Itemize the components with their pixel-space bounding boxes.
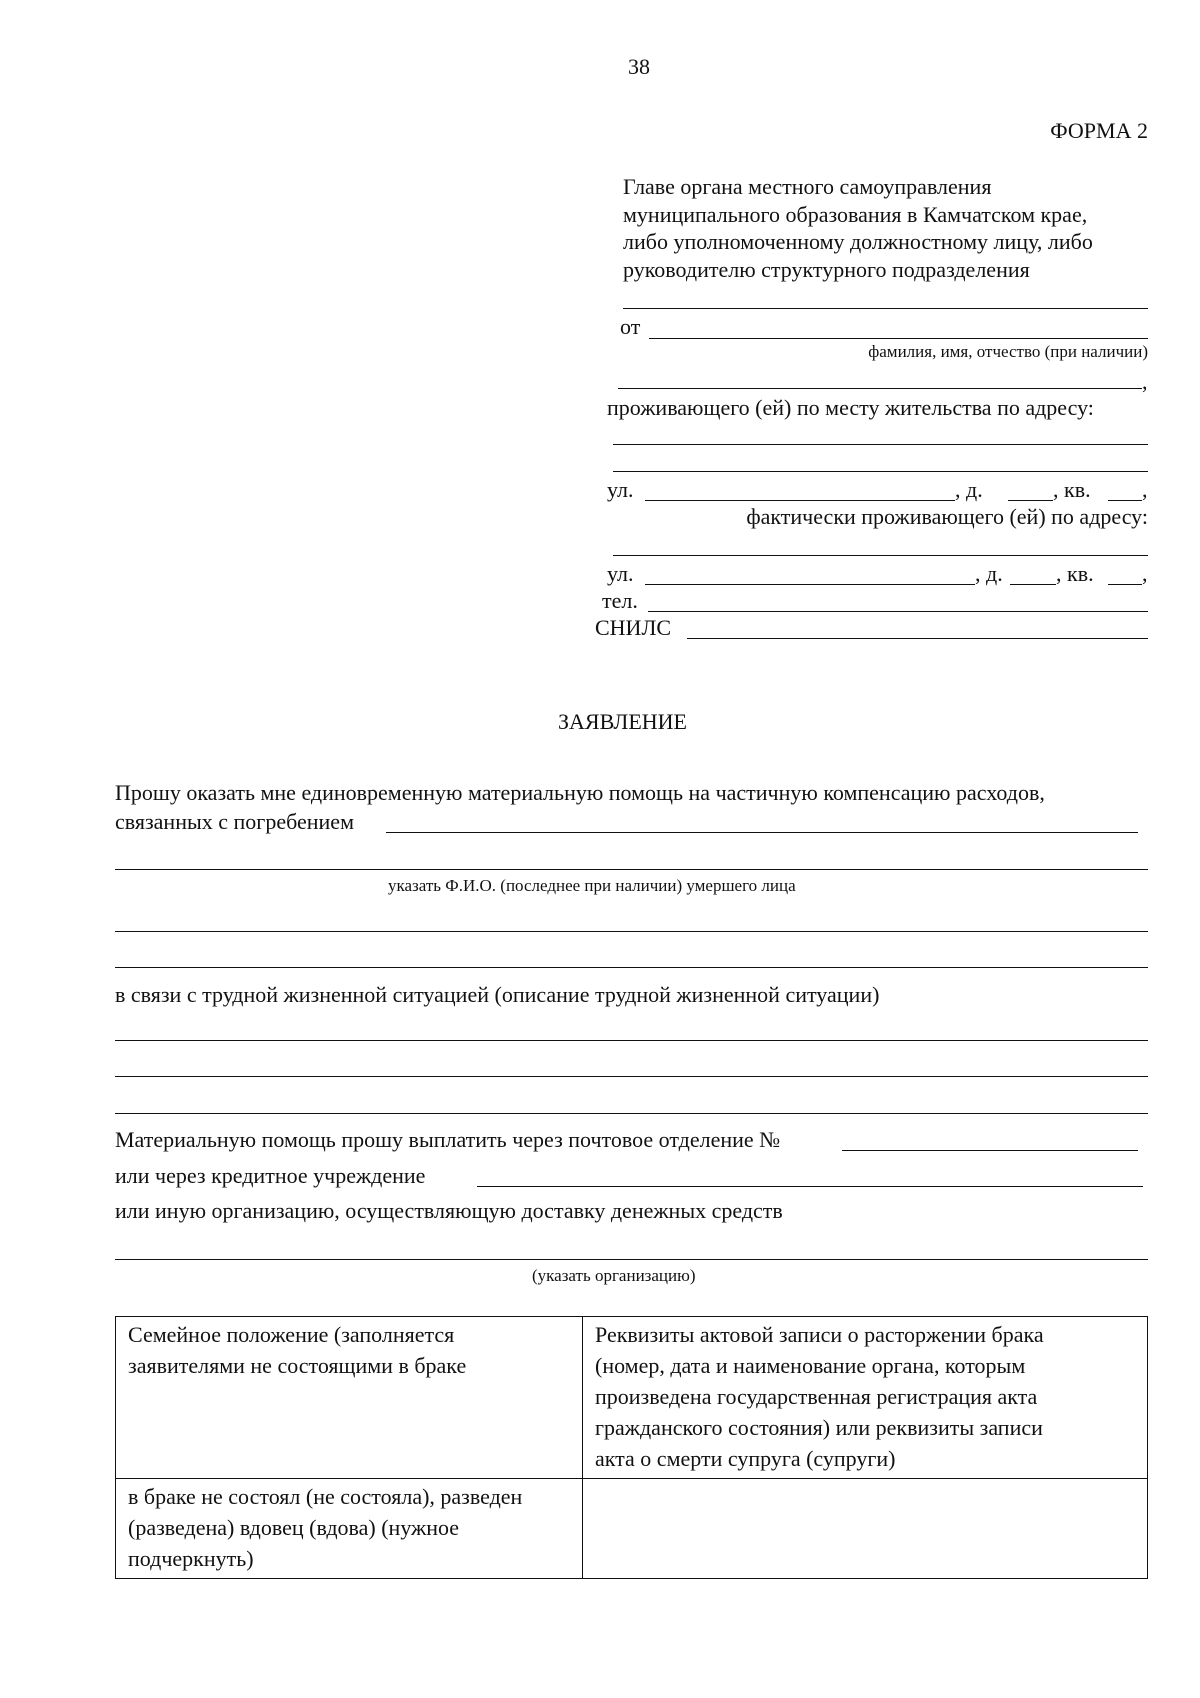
payment-post-label: Материальную помощь прошу выплатить через почтовое отделение № — [115, 1127, 781, 1152]
organization-field[interactable] — [115, 1259, 1148, 1260]
request-text: связанных с погребением — [115, 809, 354, 834]
cell-text: гражданского состояния) или реквизиты записи — [595, 1415, 1043, 1440]
snils-label: СНИЛС — [595, 615, 672, 640]
post-office-field[interactable] — [842, 1150, 1138, 1151]
situation-field[interactable] — [115, 1076, 1148, 1077]
table-header-cell — [583, 1317, 1148, 1479]
phone-field[interactable] — [648, 611, 1148, 612]
situation-label: в связи с трудной жизненной ситуацией (описание трудной жизненной ситуации) — [115, 982, 880, 1007]
address-field[interactable] — [613, 444, 1148, 445]
house-label: , д. — [955, 477, 983, 502]
page-number: 38 — [628, 54, 650, 79]
marital-status-table — [115, 1316, 1148, 1579]
credit-institution-field[interactable] — [477, 1186, 1143, 1187]
street-label: ул. — [607, 561, 634, 586]
name-caption: фамилия, имя, отчество (при наличии) — [868, 342, 1148, 361]
name-field[interactable] — [649, 338, 1148, 339]
apartment-label: , кв. — [1056, 561, 1094, 586]
addressee-line: Главе органа местного самоуправления — [623, 174, 992, 199]
comma: , — [1142, 561, 1148, 586]
cell-text: Семейное положение (заполняется — [128, 1322, 455, 1347]
table-header-row — [116, 1317, 1148, 1479]
burial-field[interactable] — [386, 832, 1138, 833]
house-field[interactable] — [1010, 584, 1056, 585]
phone-label: тел. — [602, 588, 638, 613]
marital-status-cell[interactable] — [116, 1479, 583, 1579]
addressee-line: муниципального образования в Камчатском крае, — [623, 201, 1088, 227]
table-row — [116, 1479, 1148, 1579]
street-field[interactable] — [645, 584, 975, 585]
snils-field[interactable] — [687, 638, 1148, 639]
organization-caption: (указать организацию) — [532, 1266, 696, 1285]
situation-field[interactable] — [115, 1040, 1148, 1041]
deceased-caption: указать Ф.И.О. (последнее при наличии) умершего лица — [388, 876, 796, 895]
actual-residence-label: фактически проживающего (ей) по адресу: — [746, 504, 1148, 529]
apartment-field[interactable] — [1108, 500, 1142, 501]
request-text: Прошу оказать мне единовременную материальную помощь на частичную компенсацию расходов, — [115, 780, 1045, 805]
addressee-line: руководителю структурного подразделения — [623, 256, 1030, 282]
cell-text: заявителями не состоящими в браке — [128, 1353, 467, 1378]
document-title: ЗАЯВЛЕНИЕ — [558, 709, 687, 734]
payment-credit-label: или через кредитное учреждение — [115, 1163, 426, 1188]
cell-text: акта о смерти супруга (супруги) — [595, 1446, 896, 1471]
name-field-continued[interactable] — [618, 388, 1142, 389]
addressee-line: либо уполномоченному должностному лицу, либо — [623, 229, 1093, 254]
situation-field[interactable] — [115, 1113, 1148, 1114]
comma: , — [1142, 477, 1148, 502]
blank-line[interactable] — [115, 967, 1148, 968]
addressee-block — [623, 173, 1143, 283]
street-label: ул. — [607, 477, 634, 502]
table-header-cell — [116, 1317, 583, 1479]
residence-label: проживающего (ей) по месту жительства по адресу: — [607, 395, 1094, 420]
apartment-label: , кв. — [1053, 477, 1091, 502]
street-field[interactable] — [645, 500, 955, 501]
deceased-name-field[interactable] — [115, 869, 1148, 870]
apartment-field[interactable] — [1108, 584, 1142, 585]
cell-text: в браке не состоял (не состояла), разведен — [128, 1484, 523, 1509]
blank-line[interactable] — [115, 931, 1148, 932]
cell-text: (номер, дата и наименование органа, которым — [595, 1353, 1026, 1378]
address-field[interactable] — [613, 471, 1148, 472]
payment-other-label: или иную организацию, осуществляющую доставку денежных средств — [115, 1198, 783, 1223]
cell-text: подчеркнуть) — [128, 1546, 254, 1571]
blank-line — [623, 308, 1148, 309]
from-label: от — [620, 314, 641, 339]
house-field[interactable] — [1008, 500, 1053, 501]
house-label: , д. — [975, 561, 1003, 586]
cell-text: произведена государственная регистрация акта — [595, 1384, 1038, 1409]
cell-text: Реквизиты актовой записи о расторжении брака — [595, 1322, 1044, 1347]
record-details-cell[interactable] — [583, 1479, 1148, 1579]
comma: , — [1142, 369, 1148, 394]
actual-address-field[interactable] — [613, 555, 1148, 556]
form-label: ФОРМА 2 — [1050, 118, 1148, 143]
cell-text: (разведена) вдовец (вдова) (нужное — [128, 1515, 460, 1540]
